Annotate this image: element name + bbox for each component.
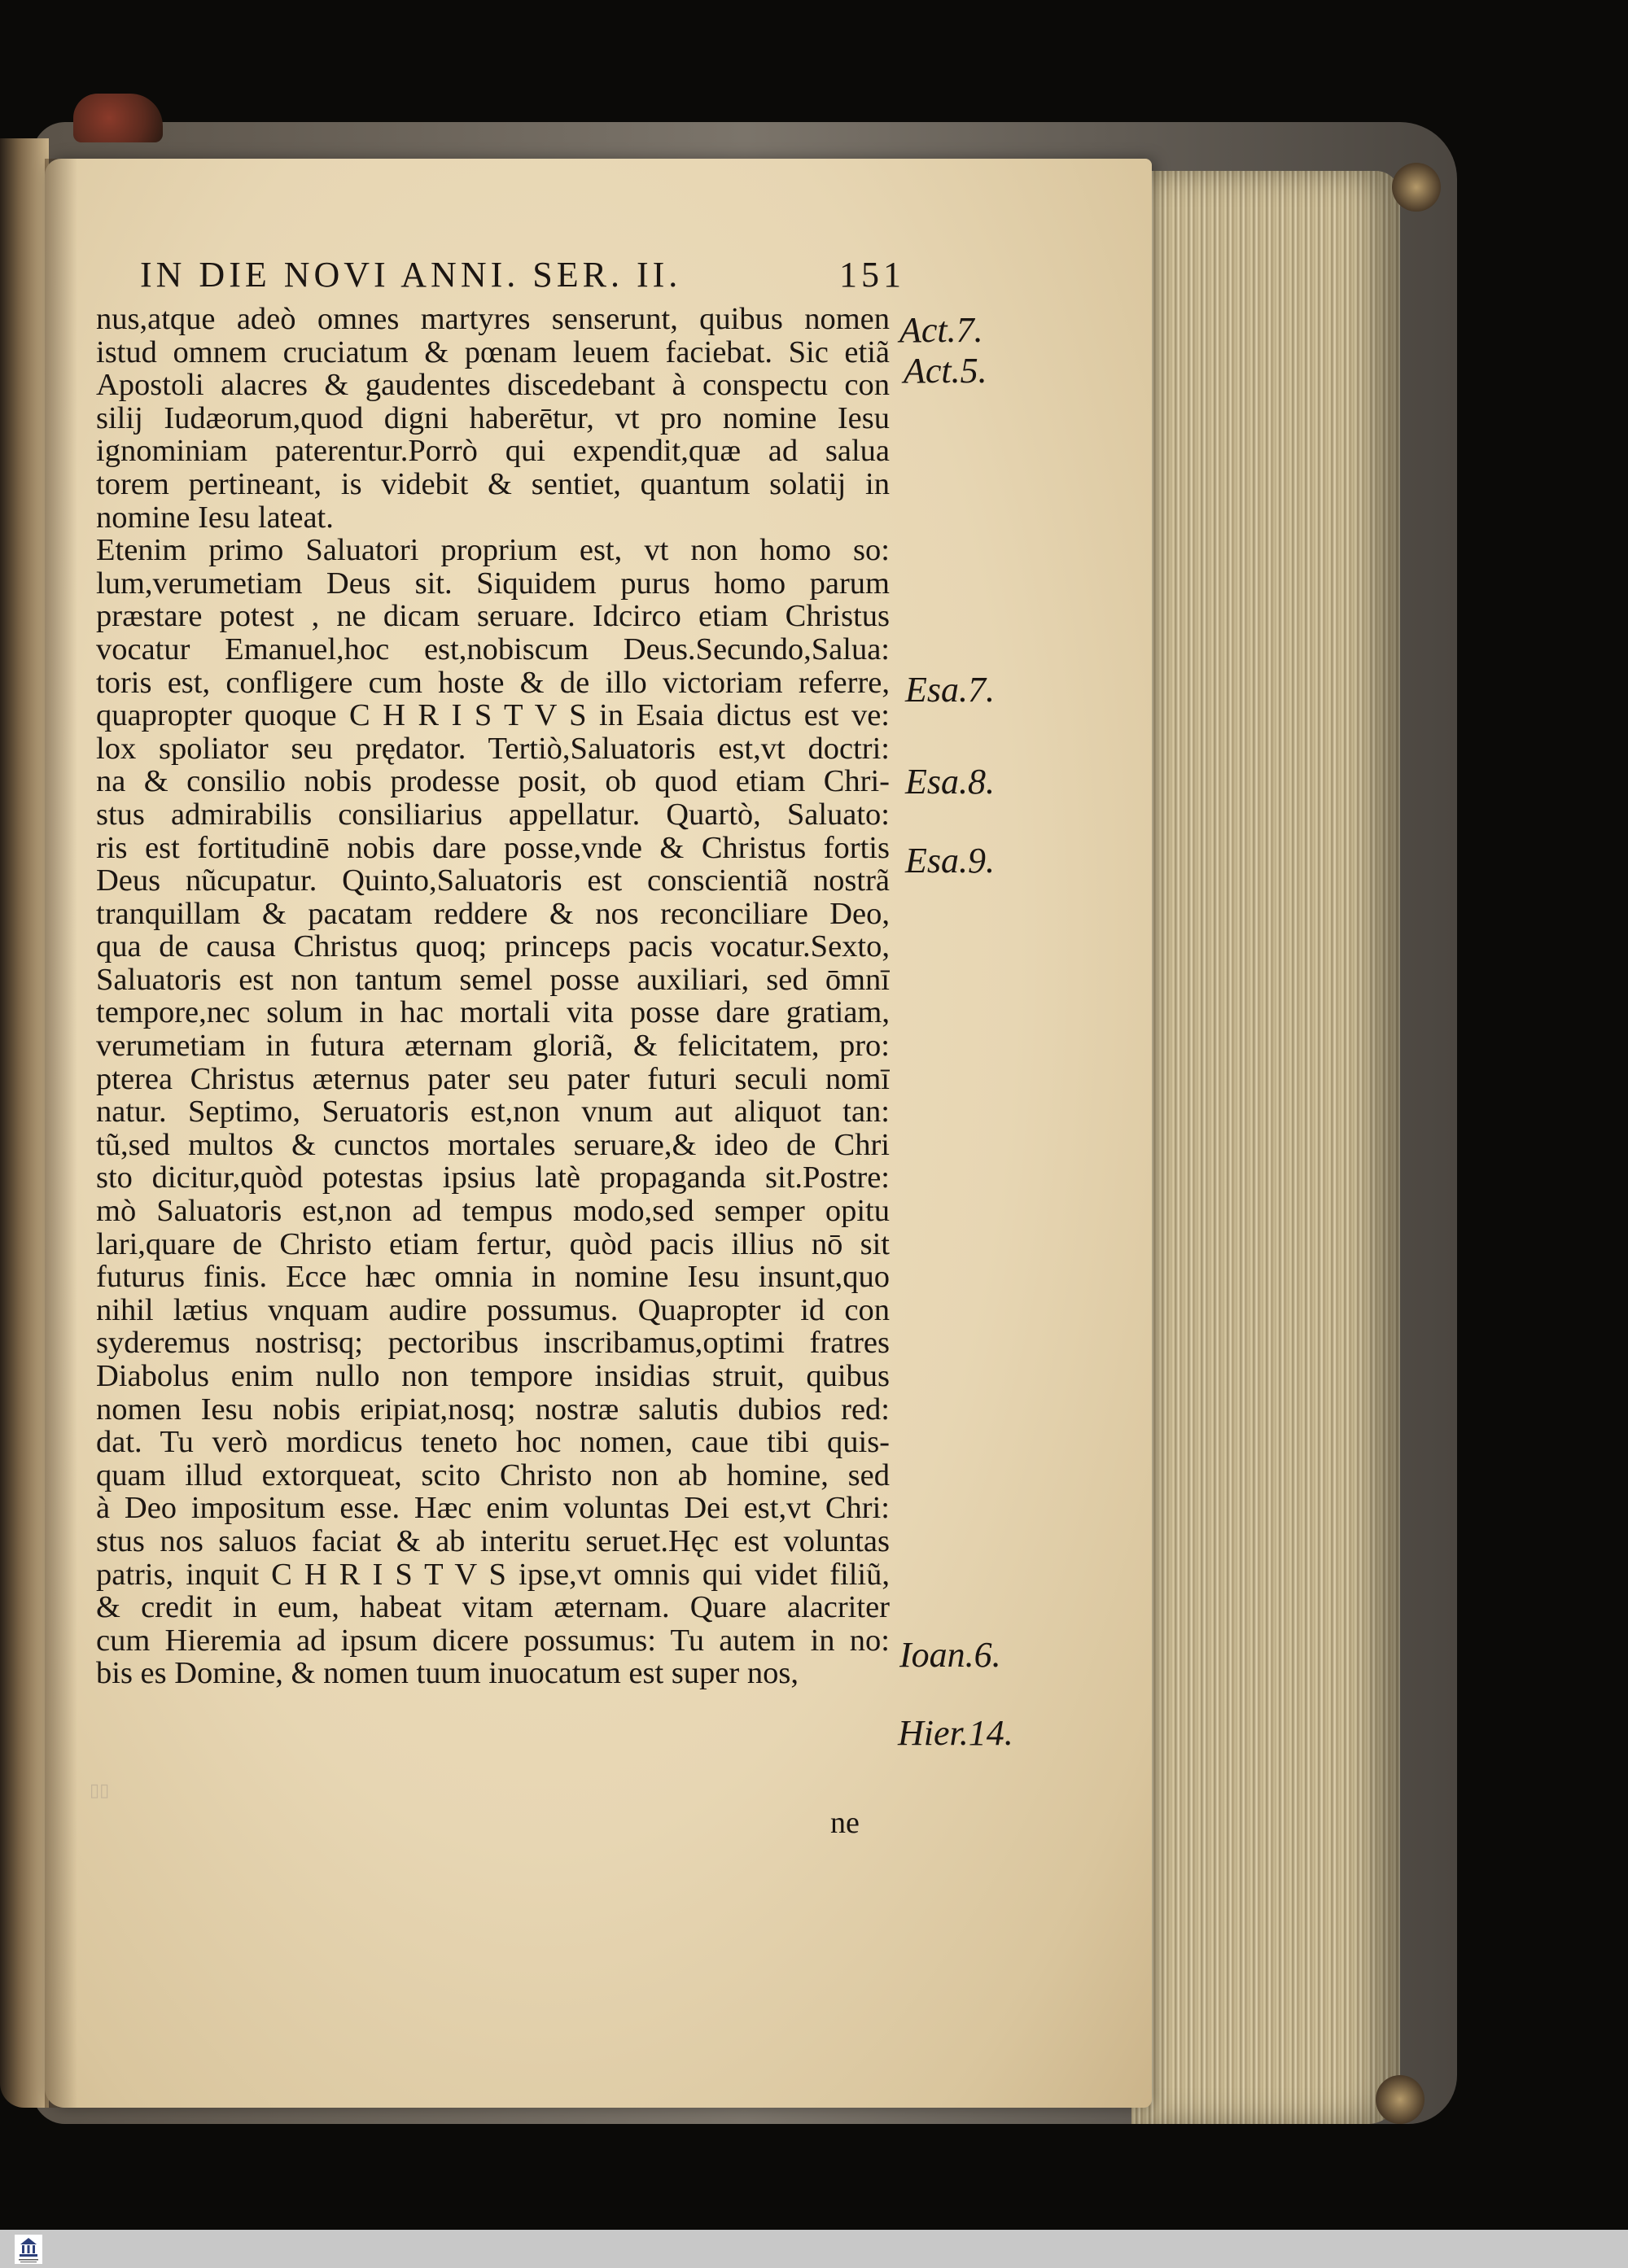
text-line: natur. Septimo, Seruatoris est,non vnum aut aliquot tan: [96,1095,890,1129]
marginal-note: Act.7. [899,310,983,350]
text-line: qua de causa Christus quoq; princeps pacis vocatur.Sexto, [96,930,890,964]
text-line: nomen Iesu nobis eripiat,nosq; nostræ salutis dubios red: [96,1392,890,1427]
text-line: istud omnem cruciatum & pœnam leuem faciebat. Sic etiã [96,335,890,369]
text-line: vocatur Emanuel,hoc est,nobiscum Deus.Secundo,Salua: [96,632,890,666]
text-line: na & consilio nobis prodesse posit, ob quod etiam Chri- [96,765,890,798]
text-line: Deus nũcupatur. Quinto,Saluatoris est conscientiã nostrã [96,864,890,898]
text-line: dat. Tu verò mordicus teneto hoc nomen, caue tibi quis- [96,1426,890,1459]
text-line: ris est fortitudinē nobis dare posse,vnde & Christus fortis [96,831,890,865]
text-line: silij Iudæorum,quod digni haberētur, vt pro nomine Iesu [96,401,890,435]
marginal-note: Hier.14. [898,1713,1013,1753]
text-line: cum Hieremia ad ipsum dicere possumus: Tu autem in no: [96,1623,890,1658]
facing-page-edge [0,138,49,2108]
text-line: patris, inquit C H R I S T V S ipse,vt omnis qui videt filiũ, [96,1558,890,1592]
clasp-bottom-decoration [1376,2075,1424,2124]
page-block-edges [1131,171,1400,2124]
viewer-footer-bar [0,2230,1628,2268]
marginal-note: Act.5. [904,351,987,391]
marginal-note: Ioan.6. [899,1635,1001,1675]
catchword: ne [830,1806,860,1840]
text-line: nihil lætius vnquam audire possumus. Quapropter id con [96,1293,890,1327]
text-line: quapropter quoque C H R I S T V S in Esaia dictus est ve: [96,699,890,732]
marginal-note: Esa.7. [905,670,995,710]
text-line: toris est, confligere cum hoste & de illo victoriam referre, [96,666,890,700]
text-line: tranquillam & pacatam reddere & nos reconciliare Deo, [96,897,890,931]
text-line: Diabolus enim nullo non tempore insidias struit, quibus [96,1360,890,1393]
text-line: nomine Iesu lateat. [96,500,334,535]
text-line: verumetiam in futura æternam gloriã, & felicitatem, pro: [96,1029,890,1063]
text-line: nus,atque adeò omnes martyres senserunt, quibus nomen [96,303,890,336]
text-line: præstare potest , ne dicam seruare. Idcirco etiam Christus [96,600,890,633]
text-line: pterea Christus æternus pater seu pater futuri seculi nomī [96,1062,890,1096]
text-line: à Deo impositum esse. Hæc enim voluntas Dei est,vt Chri: [96,1492,890,1525]
text-line: Etenim primo Saluatori proprium est, vt non homo so: [96,534,890,567]
text-line: & credit in eum, habeat vitam æternam. Quare alacriter [96,1591,890,1624]
marginal-note: Esa.9. [905,841,995,881]
text-line: torem pertineant, is videbit & sentiet, quantum solatij in [96,467,890,501]
text-line: mò Saluatoris est,non ad tempus modo,sed semper opitu [96,1195,890,1228]
text-line: Apostoli alacres & gaudentes discedebant à conspectu con [96,369,890,402]
page-body-text [96,303,890,1690]
library-stamp-mark: ▯▯ [90,1781,110,1801]
text-line: stus nos saluos faciat & ab interitu seruet.Hęc est voluntas [96,1524,890,1558]
text-line: syderemus nostrisq; pectoribus inscribamus,optimi fratres [96,1326,890,1360]
text-line: lari,quare de Christo etiam fertur, quòd pacis illius nō sit [96,1227,890,1261]
text-line: tũ,sed multos & cunctos mortales seruare,& ideo de Chri [96,1128,890,1162]
marginal-note: Esa.8. [905,762,995,802]
library-logo-icon [15,2235,42,2264]
running-head [140,252,905,298]
text-line: bis es Domine, & nomen tuum inuocatum est super nos, [96,1657,799,1690]
page-gutter-shadow [45,159,77,2108]
text-line: tempore,nec solum in hac mortali vita posse dare gratiam, [96,996,890,1030]
text-line: futurus finis. Ecce hæc omnia in nomine Iesu insunt,quo [96,1261,890,1294]
page-number: 151 [839,255,905,295]
text-line: Saluatoris est non tantum semel posse auxiliari, sed ōmnī [96,963,890,997]
text-line: lum,verumetiam Deus sit. Siquidem purus homo parum [96,566,890,601]
clasp-top-decoration [1392,163,1441,212]
text-line: lox spoliator seu prędator. Tertiò,Saluatoris est,vt doctri: [96,732,890,766]
running-head-title: IN DIE NOVI ANNI. SER. II. [140,255,682,295]
bookmark-tab [73,94,163,142]
text-line: ignominiam paterentur.Porrò qui expendit,quæ ad salua [96,435,890,468]
text-line: stus admirabilis consiliarius appellatur. Quartò, Saluato: [96,798,890,832]
text-line: sto dicitur,quòd potestas ipsius latè propaganda sit.Postre: [96,1161,890,1195]
text-line: quam illud extorqueat, scito Christo non ab homine, sed [96,1458,890,1492]
